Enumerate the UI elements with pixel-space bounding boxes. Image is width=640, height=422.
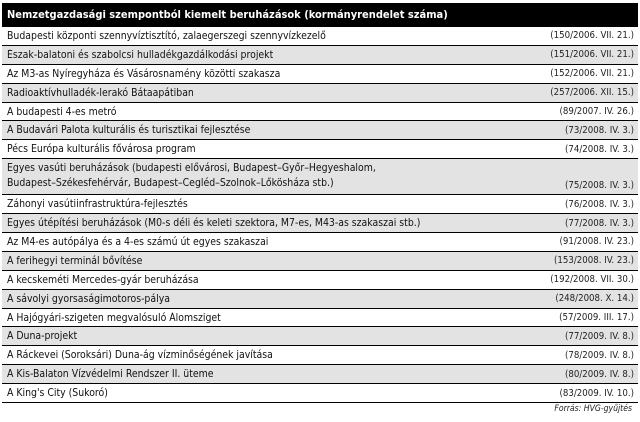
project-name: Észak-balatoni és szabolcsi hulladékgazdálkodási projekt [7, 48, 274, 61]
project-name: A King's City (Sukoró) [7, 387, 108, 400]
project-name: A sávolyi gyorsaságimotoros-pálya [7, 292, 170, 305]
project-name: A Duna-projekt [7, 330, 78, 343]
decree-number: (257/2006. XII. 15.) [550, 87, 634, 99]
table-row [2, 233, 638, 252]
table-row [2, 290, 638, 309]
decree-number: (77/2009. IV. 8.) [565, 330, 634, 342]
table-row [2, 46, 638, 65]
project-name: A Hajógyári-szigeten megvalósuló Álomsziget [7, 311, 221, 324]
table-row [2, 214, 638, 233]
decree-number: (153/2008. IV. 23.) [554, 255, 634, 267]
project-name: A ferihegyi terminál bővítése [7, 254, 143, 267]
decree-number: (192/2008. VII. 30.) [550, 274, 634, 286]
project-name-line: Budapest–Székesfehérvár, Budapest–Cegléd–Szolnok–Lőkösháza stb.) [7, 177, 334, 190]
source-note: Forrás: HVG-gyűjtés [554, 404, 632, 414]
table-row [2, 252, 638, 271]
table-row [2, 84, 638, 103]
table-header: Nemzetgazdasági szempontból kiemelt beruházások (kormányrendelet száma) [2, 3, 638, 27]
decree-number: (89/2007. IV. 26.) [559, 106, 634, 117]
project-name [7, 159, 376, 194]
decree-number: (248/2008. X. 14.) [555, 293, 634, 305]
decree-number: (83/2009. IV. 10.) [559, 387, 634, 399]
table-row [2, 103, 638, 122]
decree-number: (57/2009. III. 17.) [559, 312, 634, 324]
table-row [2, 346, 638, 365]
decree-number: (91/2008. IV. 23.) [559, 236, 634, 248]
decree-number: (80/2009. IV. 8.) [565, 368, 634, 380]
project-name: Záhonyi vasútiinfrastruktúra-fejlesztés [7, 198, 188, 211]
table-row [2, 27, 638, 46]
decree-number: (151/2006. VII. 21.) [550, 49, 634, 61]
project-name: A Kis-Balaton Vízvédelmi Rendszer II. üteme [7, 368, 214, 381]
decree-number: (74/2008. IV. 3.) [565, 143, 634, 155]
table-row [2, 327, 638, 346]
project-name: A kecskeméti Mercedes-gyár beruházása [7, 273, 199, 286]
table-row [2, 384, 638, 403]
investments-table [2, 3, 638, 403]
table-row [2, 140, 638, 159]
table-row [2, 309, 638, 328]
project-name: Egyes útépítési beruházások (M0-s déli és keleti szektora, M7-es, M43-as szakaszai stb.) [7, 217, 421, 230]
table-row [2, 121, 638, 140]
project-name: Budapesti központi szennyvíztisztító, zalaegerszegi szennyvízkezelő [7, 29, 326, 42]
decree-number: (76/2008. IV. 3.) [565, 198, 634, 210]
decree-number: (152/2006. VII. 21.) [550, 68, 634, 80]
table-row [2, 365, 638, 384]
decree-number: (77/2008. IV. 3.) [565, 217, 634, 229]
table-row [2, 195, 638, 214]
decree-number: (78/2009. IV. 8.) [565, 349, 634, 361]
table-row [2, 65, 638, 84]
decree-number: (73/2008. IV. 3.) [565, 124, 634, 136]
project-name: A Budavári Palota kulturális és turisztikai fejlesztése [7, 124, 251, 137]
project-name: Pécs Európa kulturális fővárosa program [7, 143, 196, 156]
table-row [2, 271, 638, 290]
project-name: A Ráckevei (Soroksári) Duna-ág vízminőségének javítása [7, 349, 273, 362]
project-name: Az M4-es autópálya és a 4-es számú út egyes szakaszai [7, 235, 269, 248]
project-name: A budapesti 4-es metró [7, 105, 117, 118]
project-name: Radioaktívhulladék-lerakó Bátaapátiban [7, 86, 194, 99]
decree-number: (75/2008. IV. 3.) [565, 180, 634, 192]
project-name: Az M3-as Nyíregyháza és Vásárosnamény közötti szakasza [7, 67, 281, 80]
decree-number: (150/2006. VII. 21.) [550, 30, 634, 42]
table-row [2, 159, 638, 195]
project-name-line: Egyes vasúti beruházások (budapesti elővárosi, Budapest–Győr–Hegyeshalom, [7, 162, 376, 175]
